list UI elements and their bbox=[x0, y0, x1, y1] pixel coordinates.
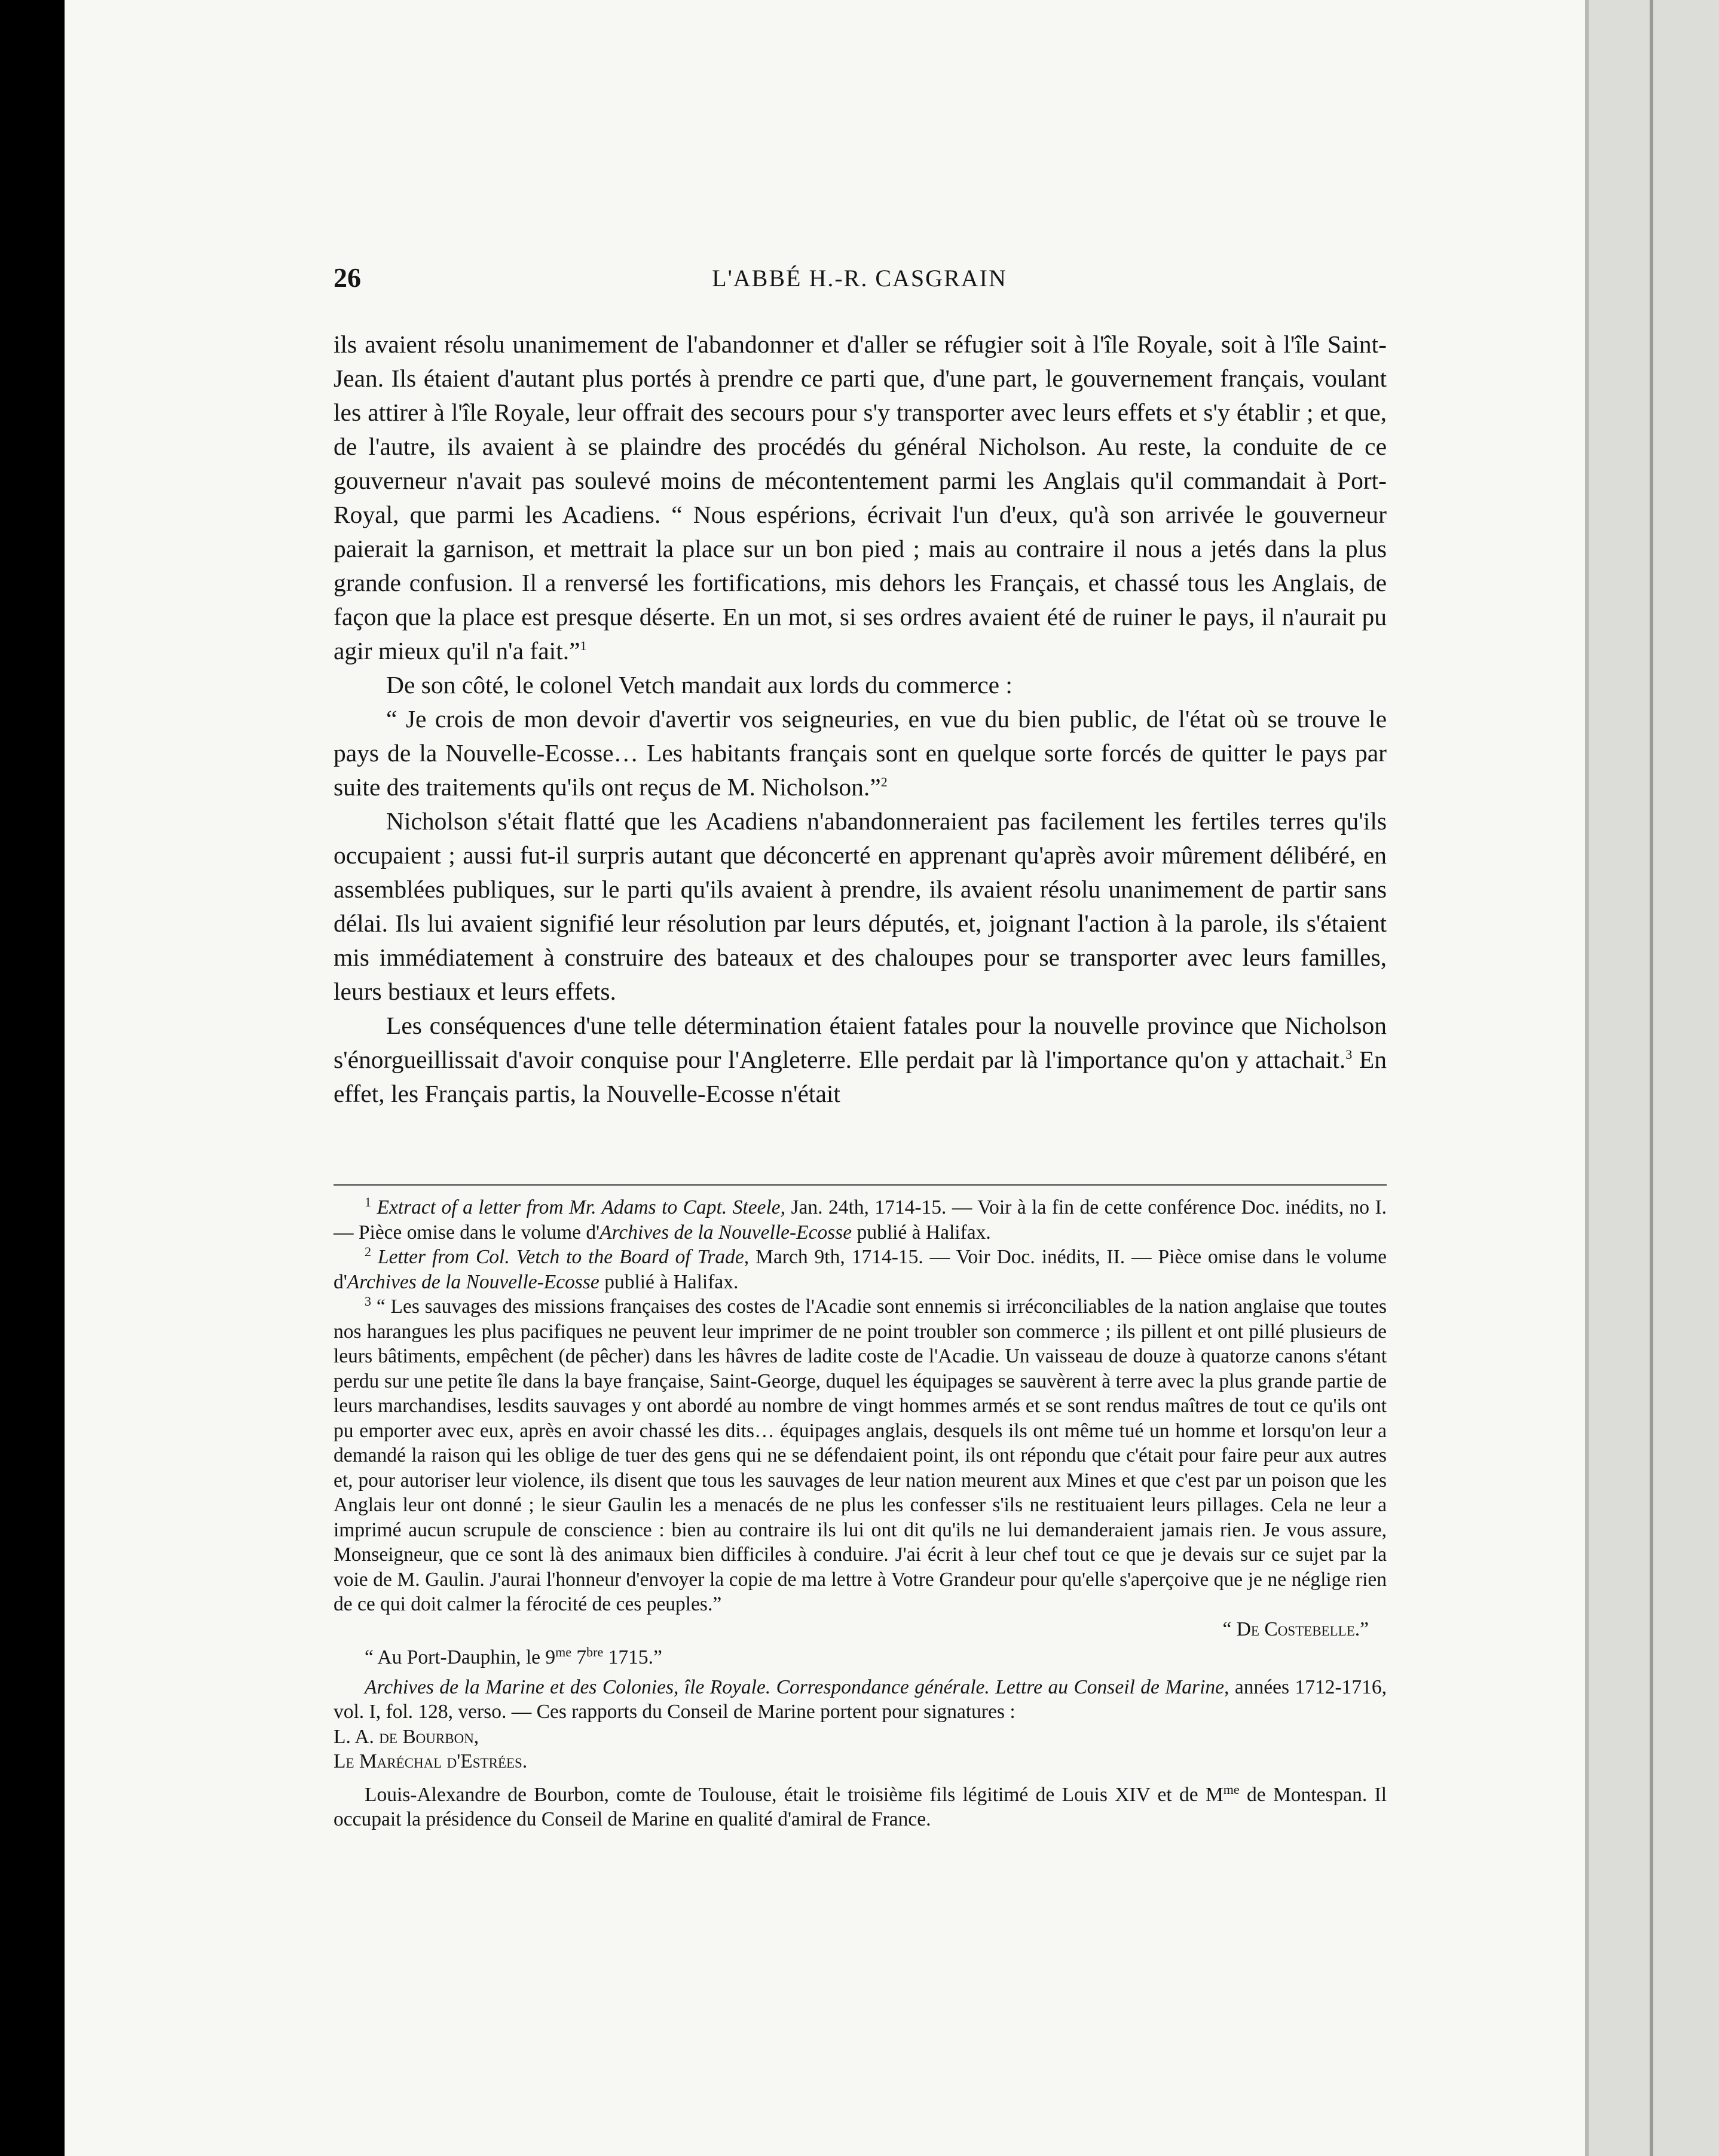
footnote-mark-1: 1 bbox=[365, 1194, 371, 1209]
paragraph-5: Les conséquences d'une telle détermination étaient fatales pour la nouvelle province que Nicholson s'énorgueillissait d'avoir conquise pour l'Angleterre. Elle perdait par là l'importance qu'on y attachait.$^3$ En effet, les Français partis, la Nouvelle-Ecosse n'était bbox=[334, 1012, 1387, 1107]
paragraph-2: De son côté, le colonel Vetch mandait aux lords du commerce : bbox=[386, 671, 1013, 699]
page-number: 26 bbox=[334, 262, 361, 293]
footnote-mark-3: 3 bbox=[365, 1293, 371, 1309]
paragraph-3: “ Je crois de mon devoir d'avertir vos seigneuries, en vue du bien public, de l'état où se trouve le pays de la Nouvelle-Ecosse… Les habitants français sont en quelque sorte forcés de quitter le pays par suite des traitements qu'ils ont reçus de M. Nicholson.”$^2$ bbox=[334, 705, 1387, 801]
facing-page-edge bbox=[1589, 0, 1719, 2156]
running-title: L'ABBÉ H.-R. CASGRAIN bbox=[712, 265, 1007, 292]
letter-dateline: “ Au Port-Dauphin, le $9^{me}$ $7^{bre}$ 1715.” bbox=[365, 1644, 662, 1668]
archive-source: Archives de la Marine et des Colonies, île Royale. Correspondance générale. Lettre au Conseil de Marine, années 1712-1716, vol. I, fol. 128, verso. — Ces rapports du Conseil de Marine portent pour signatures : bbox=[334, 1676, 1387, 1723]
footnotes bbox=[334, 1195, 1387, 1832]
footnote-ref-1: 1 bbox=[580, 638, 587, 654]
sheet-edge-line bbox=[1650, 0, 1653, 2156]
footnote-ref-2: 2 bbox=[880, 774, 888, 790]
signatory-2: Le Maréchal d'Estrées. bbox=[334, 1750, 528, 1772]
paragraph-1: ils avaient résolu unanimement de l'abandonner et d'aller se réfugier soit à l'île Royale, soit à l'île Saint-Jean. Ils étaient d'autant plus portés à prendre ce parti que, d'une part, le gouvernement français, voulant les attirer à l'île Royale, leur offrait des secours pour s'y transporter avec leurs effets et s'y établir ; et que, de l'autre, ils avaient à se plaindre des procédés du général Nicholson. Au reste, la conduite de ce gouverneur n'avait pas soulevé moins de mécontentement parmi les Anglais qu'il commandait à Port-Royal, que parmi les Acadiens. “ Nous espérions, écrivait l'un d'eux, qu'à son arrivée le gouverneur paierait la garnison, et mettrait la place sur un bon pied ; mais au contraire il nous a jetés dans la plus grande confusion. Il a renversé les fortifications, mis dehors les Français, et chassé tous les Anglais, de façon que la place est presque déserte. En un mot, si ses ordres avaient été de ruiner le pays, il n'aurait pu agir mieux qu'il n'a fait.”$^1$ bbox=[334, 330, 1387, 664]
footnote-2: $^2$ Letter from Col. Vetch to the Board of Trade, March 9th, 1714-15. — Voir Doc. inédits, II. — Pièce omise dans le volume d'Archives de la Nouvelle-Ecosse publié à Halifax. bbox=[334, 1244, 1387, 1293]
body-text bbox=[334, 327, 1387, 1111]
letter-signature: “ De Costebelle.” bbox=[1222, 1618, 1369, 1640]
footnote-1: $^1$ Extract of a letter from Mr. Adams to Capt. Steele, Jan. 24th, 1714-15. — Voir à la fin de cette conférence Doc. inédits, no I. — Pièce omise dans le volume d'Archives de la Nouvelle-Ecosse publié à Halifax. bbox=[334, 1194, 1387, 1244]
footnote-3: $^3$ “ Les sauvages des missions françaises des costes de l'Acadie sont ennemis si irréconciliables de la nation anglaise que toutes nos harangues les plus pacifiques ne peuvent leur imprimer de ne point troubler son commerce ; ils pillent et ont pillé plusieurs de leurs bâtiments, empêchent (de pêcher) dans les hâvres de ladite coste de l'Acadie. Un vaisseau de douze à quatorze canons s'étant perdu sur une petite île dans la baye française, Saint-George, duquel les équipages se sauvèrent à terre avec la plus grande partie de leurs marchandises, lesdits sauvages y ont abordé au nombre de vingt hommes armés et se sont rendus maîtres de tout ce qu'ils ont pu emporter avec eux, après en avoir chassé les dits… équipages anglais, desquels ils ont même tué un homme et lorsqu'on leur a demandé la raison qui les oblige de tuer des gens qui ne se défendaient point, ils ont répondu que c'était pour faire peur aux autres et, pour autoriser leur violence, ils disent que tous les sauvages de leur nation meurent aux Mines et que c'est par un poison que les Anglais leur ont donné ; le sieur Gaulin les a menacés de ne plus les confesser s'ils ne restituaient leurs pillages. Cela ne leur a imprimé aucun scrupule de conscience : bien au contraire ils lui ont dit qu'ils ne lui demanderaient jamais rien. Je vous assure, Monseigneur, que ce sont là des animaux bien difficiles à conduire. J'ai écrit à leur chef tout ce que je devais sur ce sujet par la voie de M. Gaulin. J'aurai l'honneur d'envoyer la copie de ma lettre à Votre Grandeur pour qu'elle s'aperçoive que je ne néglige rien de ce qui doit calmer la férocité de ces peuples.” bbox=[334, 1293, 1387, 1615]
running-head bbox=[334, 262, 1385, 298]
closing-note: Louis-Alexandre de Bourbon, comte de Toulouse, était le troisième fils légitimé de Louis XIV et de $M^{me}$ de Montespan. Il occupait la présidence du Conseil de Marine en qualité d'amiral de France. bbox=[334, 1781, 1387, 1830]
signatory-1: L. A. de Bourbon, bbox=[334, 1725, 479, 1748]
paragraph-4: Nicholson s'était flatté que les Acadiens n'abandonneraient pas facilement les fertiles terres qu'ils occupaient ; aussi fut-il surpris autant que déconcerté en apprenant qu'après avoir mûrement délibéré, en assemblées publiques, sur le parti qu'ils avaient à prendre, ils avaient résolu unanimement de partir sans délai. Ils lui avaient signifié leur résolution par leurs députés, et, joignant l'action à la parole, ils s'étaient mis immédiatement à construire des bateaux et des chaloupes pour se transporter avec leurs familles, leurs bestiaux et leurs effets. bbox=[334, 807, 1387, 1005]
footnote-rule bbox=[334, 1184, 1387, 1186]
footnote-mark-2: 2 bbox=[365, 1244, 371, 1259]
footnote-ref-3: 3 bbox=[1345, 1047, 1353, 1062]
